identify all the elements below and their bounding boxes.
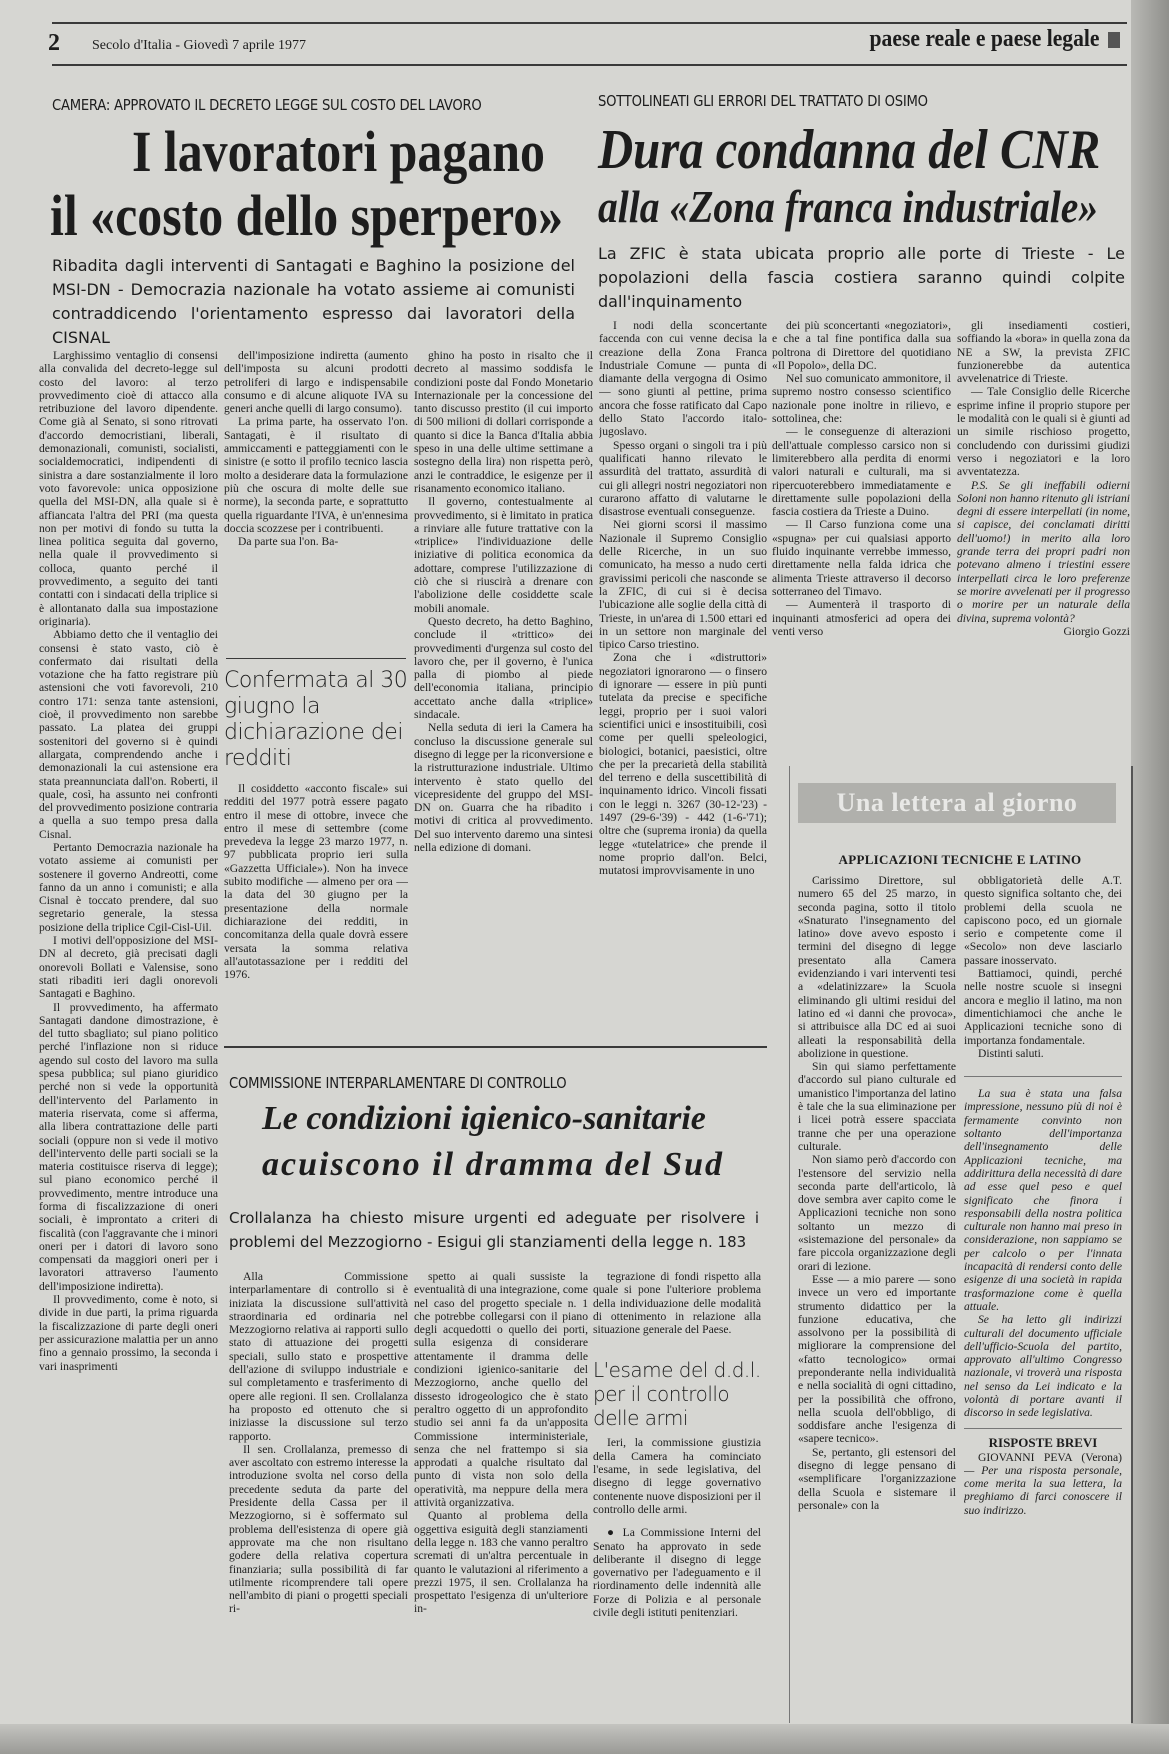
paragraph: Zona che i «distruttori» negoziatori ignorarono — o finsero di ignorare — essere in più punti tutelata da precise e specifiche leggi, proprio per i suoi valori scientifici unici e insostituibili, così come per quelli speleologici, biologici, botanici, paesistici, oltre che per la precarietà della stabilità del terreno e della suscettibilità di inquinamento idrico. Vincoli fissati con le leggi n. 3267 (30-12-'23) - 1497 (29-6-'39) - 442 (1-6-'71); oltre che (suprema ironia) da quella legge «tutelatrice» che prende il nome proprio dall'on. Belci, mutatosi improvvisamente in uno xyxy=(599,651,767,878)
paragraph: I nodi della sconcertante faccenda con cui venne decisa la creazione della Zona Franca Industriale Comune — punta di diamante della vergogna di Osimo — sono giunti al pettine, prima ancora che fosse ratificato dal Capo dello Stato l'accordo italo-jugoslavo. xyxy=(599,319,767,439)
left-article-column-2 xyxy=(224,349,408,649)
reply-divider xyxy=(964,1060,1122,1077)
paragraph: Il provvedimento, come è noto, si divide in due parti, la prima riguarda la fiscalizzazione di parte degli oneri per assicurazione malattia per un anno fino a gennaio prossimo, la seconda i vari inasprimenti xyxy=(39,1293,218,1373)
header-bottom-rule xyxy=(52,64,1127,66)
letter-title: APPLICAZIONI TECNICHE E LATINO xyxy=(838,852,1082,867)
paragraph: Sin qui siamo perfettamente d'accordo sul piano culturale ed umanistico l'importanza del latino è tale che la sua eliminazione per i licei potrà essere spacciata tranne che per una operazione culturale. xyxy=(798,1060,956,1153)
paragraph: Questo decreto, ha detto Baghino, conclude il «trittico» dei provvedimenti d'urgenza sul costo del lavoro che, per il governo, è l'unica palla di piombo al piede dell'economia italiana, principio accettato anche dalla «triplice» sindacale. xyxy=(414,614,593,722)
paragraph: Esse — a mio parere — sono invece un vero ed importante strumento didattico per la funzione educativa, che assolvono per la possibilità di migliorare la comprensione del «fatto tecnologico» ormai preponderante nella individualità e nella socialità di ogni cittadino, per la possibilità che offrono, nella scuola dell'obbligo, di soddisfare anche l'esigenza di «sapere tecnico». xyxy=(798,1272,956,1446)
paragraph: I motivi dell'opposizione del MSI-DN al decreto, già precisati dagli onorevoli Bollati e Valensise, sono stati ribaditi ieri dagli onorevoli Santagati e Baghino. xyxy=(39,934,218,1001)
south-headline-line2: acuiscono il dramma del Sud xyxy=(262,1146,725,1183)
author-signature: Giorgio Gozzi xyxy=(1063,624,1130,638)
paragraph: La prima parte, ha osservato l'on. Santagati, è il risultato di ammiccamenti e patteggiamenti con le sinistre (e sotto il profilo tecnico lascia molto a desiderare data la formulazione più che oscura di molte delle sue norme), la seconda parte, e soprattutto quella riguardante l'IVA, è un'ennesima doccia scozzese per i contribuenti. xyxy=(224,415,408,535)
section-divider xyxy=(224,1046,767,1048)
paragraph: Da parte sua l'on. Ba- xyxy=(238,535,339,549)
paragraph: Il cosiddetto «acconto fiscale» sui redditi del 1977 potrà essere pagato entro il mese di ottobre, invece che entro il mese di settembre (come prevedeva la legge 23 marzo 1977, n. 97 pubblicata proprio ieri sulla «Gazzetta Ufficiale»). Non ha invece subito modifiche — almeno per ora — la data del 30 giugno per la presentazione della normale dichiarazione dei redditi, in concomitanza della quale dovrà essere versata la somma relativa all'autotassazione per i redditi del 1976. xyxy=(224,782,408,982)
left-deck: Ribadita dagli interventi di Santagati e Baghino la posizione del MSI-DN - Democrazia nazionale ha votato assieme ai comunisti contraddicendo l'orientamento espresso dai lavoratori della CISNAL xyxy=(52,256,575,347)
left-headline-line2: il «costo dello sperpero» xyxy=(50,183,564,248)
short-reply-text: — Per una risposta personale, come merita la sua lettera, la preghiamo di farci conoscere il suo indirizzo. xyxy=(964,1463,1122,1517)
arms-article-body xyxy=(593,1436,761,1619)
paragraph: Abbiamo detto che il ventaglio dei consensi è stato vasto, ciò è confermato dai risultati della votazione che ha fatto registrare più astensioni che voti favorevoli, 210 contro 171: senza tante astensioni, cioè, il provvedimento non sarebbe passato. La platea dei gruppi sostenitori del governo si è quindi allargata, comprendendo anche i demonazionali la cui astensione era stata preannunciata dall'on. Roberti, il quale, così, ha assunto nei confronti del provvedimento posizione contraria a quella a suo tempo presa dalla Cisnal. xyxy=(39,628,218,841)
right-headline-line2: alla «Zona franca industriale» xyxy=(598,181,1099,232)
south-article-tail xyxy=(593,1270,761,1336)
tax-box xyxy=(224,668,408,1047)
paragraph: ● La Commissione Interni del Senato ha approvato in sede deliberante il disegno di legge governativo per l'adeguamento e il riordinamento delle indennità alle Forze di Polizia e al personale civile degli istituti penitenziari. xyxy=(593,1526,761,1620)
dateline: Secolo d'Italia - Giovedì 7 aprile 1977 xyxy=(92,38,307,53)
paragraph: Distinti saluti. xyxy=(978,1046,1044,1060)
paragraph: Il governo, contestualmente al provvedimento, si è limitato in pratica a rinviare alle future trattative con la «triplice» l'individuazione delle iniziative di politica economica da adottare, comprese l'utilizzazione di ciò che si riuscirà a drenare con l'abolizione delle cosiddette scale mobili anomale. xyxy=(414,495,593,615)
paragraph: — Il Carso funziona come una «spugna» per cui qualsiasi apporto fluido inquinante verrebbe immesso, direttamente nella falda idrica che alimenta Trieste attraverso il decorso sotterraneo del Timavo. xyxy=(772,518,951,598)
paragraph: — Tale Consiglio delle Ricerche esprime infine il proprio stupore per le modalità con le quali si è giunti ad un simile rischioso progetto, concludendo con durissimi giudizi verso i negoziatori e la loro avventatezza. xyxy=(957,385,1130,479)
paragraph: Larghissimo ventaglio di consensi alla convalida del decreto-legge sul costo del lavoro: al terzo provvedimento cioè di attacco alla retribuzione del lavoro dipendente. Come già al Senato, si sono ritrovati d'accordo democristiani, liberali, demonazionali, comunisti, socialisti, socialdemocratici, indipendenti di sinistra a dare sostanzialmente il loro voto favorevole: unica opposizione quella del MSI-DN, alla quale si è affiancata l'altra del PRI (ma questa non per motivi di fondo su tutta la linea politica seguita dal governo, nella quale il provvedimento si colloca, quanto perché il provvedimento, a seguito dei tanti contatti con i sindacati della triplice si è allontanato dalla sua impostazione originaria). xyxy=(39,349,218,628)
paragraph: Battiamoci, quindi, perché nelle nostre scuole si insegni ancora e meglio il latino, ma non dimentichiamoci che anche le Applicazioni tecniche sono di importanza fondamentale. xyxy=(964,967,1122,1047)
paragraph: spetto ai quali sussiste la eventualità di una integrazione, come nel caso del progetto speciale n. 1 che potrebbe collegarsi con il piano degli acquedotti o quello dei porti, sulla esigenza di considerare attentamente il dramma delle condizioni igienico-sanitarie del Mezzogiorno, anche quello del dissesto idrogeologico che è stato peraltro oggetto di un approfondito studio sei anni fa da un'apposita Commissione interministeriale, senza che nel frattempo si sia approdati a qualche risultato dal punto di vista non solo della operatività, ma neppure della mera attività organizzativa. xyxy=(414,1270,588,1510)
tax-box-title: Confermata al 30 giugno la dichiarazione dei redditi xyxy=(224,668,408,771)
arms-article-title: L'esame del d.d.l. per il controllo delle armi xyxy=(593,1358,761,1431)
left-article-column-1 xyxy=(39,349,218,1723)
left-headline-line1: I lavoratori pagano xyxy=(132,119,545,184)
paragraph: tegrazione di fondi rispetto alla quale si pone l'ulteriore problema della individuazione delle modalità di ottenimento in relazione alla situazione generale del Paese. xyxy=(593,1270,761,1337)
editor-reply: La sua è stata una falsa impressione, nessuno più di noi è fermamente convinto non soltanto dell'importanza dell'insegnamento delle Applicazioni tecniche, ma addirittura della necessità di dare ad esse quel peso e quel significato che finora i responsabili della nostra politica culturale non hanno mai preso in considerazione, non sappiamo se per calcolo o per l'innata incapacità di rendersi conto delle esigenze di una società in rapida trasformazione come è quella attuale. xyxy=(964,1087,1122,1313)
section-title: paese reale e paese legale xyxy=(869,26,1099,52)
short-reply-name: GIOVANNI PEVA (Verona) xyxy=(978,1450,1122,1464)
south-headline-line1: Le condizioni igienico-sanitarie xyxy=(262,1100,706,1137)
right-deck: La ZFIC è stata ubicata proprio alle porte di Trieste - Le popolazioni della fascia costiera saranno quindi colpite dall'inquinamento xyxy=(598,244,1125,311)
paragraph: dell'imposizione indiretta (aumento dell'imposta su alcuni prodotti petroliferi di largo e indispensabile consumo e di alcune aliquote IVA su generi anche quelli di largo consumo). xyxy=(224,349,408,416)
letter-banner: Una lettera al giorno xyxy=(798,783,1116,823)
paragraph: dei più sconcertanti «negoziatori», e che a tal fine pontifica dalla sua poltrona di Direttore del quotidiano «Il Popolo», della DC. xyxy=(772,319,951,372)
right-article-column-1 xyxy=(599,319,767,1039)
right-headline-line1: Dura condanna del CNR xyxy=(598,119,1101,181)
paragraph: Il provvedimento, ha affermato Santagati dandone dimostrazione, è del tutto sbagliato; sul piano politico perché l'inflazione non si riduce agendo sul costo del lavoro ma sulla spesa pubblica; sul piano giuridico perché non si vede la opportunità dell'intervento del Parlamento in materia riservata, come si afferma, alla libera contrattazione delle parti sociali (oppure non si vede il motivo dell'intervento delle parti sociali se la materia costituisce riserva di legge); sul piano economico perché il provvedimento, mentre introduce una forma di fiscalizzazione di oneri sociali, è improntato a criteri di fiscalità (con l'aggravante che i minori oneri per i datori di lavoro sono compensati da maggiori oneri per i lavoratori attraverso l'aumento dell'imposizione indiretta). xyxy=(39,1000,218,1293)
right-article-column-3 xyxy=(957,319,1130,759)
south-deck: Crollalanza ha chiesto misure urgenti ed adeguate per risolvere i problemi del Mezzogiorno - Esigui gli stanziamenti della legge n. 183 xyxy=(229,1209,759,1251)
paragraph: Nella seduta di ieri la Camera ha concluso la discussione generale sul disegno di legge per la riconversione e la ristrutturazione industriale. Ultimo intervento è stato quello del vicepresidente del gruppo del MSI-DN on. Guarra che ha ribadito i motivi di critica al provvedimento. Del suo intervento daremo una sintesi nella edizione di domani. xyxy=(414,721,593,854)
right-kicker: SOTTOLINEATI GLI ERRORI DEL TRATTATO DI OSIMO xyxy=(598,92,928,110)
paragraph: Spesso organi o singoli tra i più qualificati hanno rilevato le assurdità del trattato, assurdità di cui gli allegri nostri negoziatori non curarono affatto di valutarne le disastrose eventuali conseguenze. xyxy=(599,438,767,519)
paragraph: obbligatorietà delle A.T. questo significa soltanto che, dei problemi della scuola ne capiscono poco, ed un giornale serio e competente come il «Secolo» non deve lasciarlo passare inosservato. xyxy=(964,874,1122,967)
paragraph: Non siamo però d'accordo con l'estensore del servizio nella seconda parte dell'articolo, là dove sembra aver capito come le Applicazioni tecniche non sono soltanto un mezzo di «sistemazione del personale» da fare piccola organizzazione degli orari di lezione. xyxy=(798,1153,956,1273)
paragraph: ghino ha posto in risalto che il decreto al massimo soddisfa le condizioni poste dal Fondo Monetario Internazionale per la concessione del tanto discusso prestito (il cui importo di 500 milioni di dollari corrisponde a quanto si dice la Banca d'Italia abbia speso in una delle ultime settimane a sostegno della lira) non rispetta però, anzi le contraddice, le esigenze per il risanamento economico italiano. xyxy=(414,349,593,495)
left-kicker: CAMERA: APPROVATO IL DECRETO LEGGE SUL COSTO DEL LAVORO xyxy=(52,96,482,114)
page-edge-shadow xyxy=(1131,0,1169,1754)
editor-reply: Se ha letto gli indirizzi culturali del documento ufficiale dell'ufficio-Scuola del partito, approvato all'ultimo Congresso nazionale, vi troverà una risposta nel senso da Lei indicato e la volontà di portare avanti il discorso in sede legislativa. xyxy=(964,1313,1122,1420)
paragraph: Nel suo comunicato ammonitore, il supremo nostro consesso scientifico nazionale pone inoltre in rilievo, e sottolinea, che: xyxy=(772,372,951,426)
reply-divider xyxy=(964,1420,1122,1429)
paragraph: Il sen. Crollalanza, premesso di aver ascoltato con estremo interesse la introduzione svolta nel corso della precedente seduta da parte del Presidente della Cassa per il Mezzogiorno, si è soffermato sul problema dell'esistenza di opere già approvate ma che non risultano godere della relativa copertura finanziaria; sulla possibilità di far utilmente ricomprendere tali opere nell'ambito di piani o progetti speciali ri- xyxy=(229,1442,408,1616)
south-article-column-3 xyxy=(593,1270,761,1723)
south-article-column-2 xyxy=(414,1270,588,1723)
header-top-rule xyxy=(52,22,1127,24)
paragraph: Pertanto Democrazia nazionale ha votato assieme ai comunisti per sostenere il governo Andreotti, come fanno da un anno i comunisti; e alla Cisnal è toccato prendere, dal suo segretario generale, la stessa posizione della triplice Cgil-Cisl-Uil. xyxy=(39,840,218,934)
short-replies-title: RISPOSTE BREVI xyxy=(988,1434,1098,1450)
paragraph: gli insediamenti costieri, soffiando la «bora» in quella zona da NE a SW, la prevista ZFIC funzionerebbe da autentica avvelenatrice di Trieste. xyxy=(957,319,1130,386)
section-marker-icon xyxy=(1108,32,1120,48)
right-article-column-2 xyxy=(772,319,951,759)
paragraph: Nei giorni scorsi il massimo Nazionale il Supremo Consiglio delle Ricerche, in un suo comunicato, ha messo a nudo certi gravissimi pericoli che nasconde se la ZFIC, di cui si è decisa l'ubicazione alle soglie della città di Trieste, in un'area di 1.500 ettari ed in un settore non marginale del tipico Carso triestino. xyxy=(599,518,767,652)
paragraph: Quanto al problema della oggettiva esiguità degli stanziamenti della legge n. 183 che vanno peraltro scremati di un'altra percentuale in quanto le valutazioni al riferimento a prezzi 1975, il sen. Crollalanza ha prospettato l'esigenza di un'ulteriore in- xyxy=(414,1509,588,1616)
south-article-column-1 xyxy=(229,1270,408,1723)
paragraph: — Aumenterà il trasporto di inquinanti atmosferici ad opera dei venti verso xyxy=(772,598,951,638)
tax-box-body xyxy=(224,782,408,1047)
letter-column-1 xyxy=(798,874,956,1723)
letter-column-2 xyxy=(964,874,1122,1723)
paragraph: — le conseguenze di alterazioni dell'attuale complesso carsico non si limiterebbero alla perdita di enormi valori naturali e culturali, ma si ripercuoterebbero immediatamente e direttamente sulle popolazioni della fascia costiera da Trieste a Duino. xyxy=(772,425,951,519)
paragraph: Alla Commissione interparlamentare di controllo si è iniziata la discussione sull'attività straordinaria ed ordinaria nel Mezzogiorno relativa ai rapporti sullo stato di attuazione dei progetti speciali, sullo stato e prospettive dell'azione di sviluppo industriale e sul completamento e trasferimento di opere alle regioni. Il sen. Crollalanza ha proposto ed ottenuto che si iniziasse la discussione sul terzo rapporto. xyxy=(229,1270,408,1443)
paragraph: Carissimo Direttore, sul numero 65 del 25 marzo, in seconda pagina, sotto il titolo «Snaturato l'insegnamento del latino» dove avevo esposto i termini del disegno di legge presentato alla Camera evidenziando i vari interventi tesi a «delatinizzare» la Scuola eliminando gli ultimi residui del latino ed «i danni che provoca», si attribuisce alla DC ed ai suoi alleati la responsabilità della abolizione in questione. xyxy=(798,874,956,1060)
page-number: 2 xyxy=(48,30,60,56)
box-rule xyxy=(226,658,406,659)
page-bottom-shadow xyxy=(0,1724,1169,1754)
left-article-column-3 xyxy=(414,349,593,1039)
paragraph: Ieri, la commissione giustizia della Camera ha cominciato l'esame, in sede legislativa, del disegno di legge governativo contenente nuove disposizioni per il controllo delle armi. xyxy=(593,1436,761,1516)
south-kicker: COMMISSIONE INTERPARLAMENTARE DI CONTROLLO xyxy=(229,1074,567,1092)
postscript: P.S. Se gli ineffabili odierni Soloni non hanno ritenuto gli istriani degni di essere interpellati (in nome, si capisce, dei conclamati diritti dell'uomo!) in merito alla loro grande terra dei propri padri non potevano almeno i triestini essere interpellati circa le loro preferenze se morire avvelenati per il progresso o morire per un naturale della divina, suprema volontà? xyxy=(957,478,1130,625)
paragraph: Se, pertanto, gli estensori del disegno di legge pensano di «semplificare l'organizzazione della Scuola e sistemare il personale» con la xyxy=(798,1445,956,1512)
